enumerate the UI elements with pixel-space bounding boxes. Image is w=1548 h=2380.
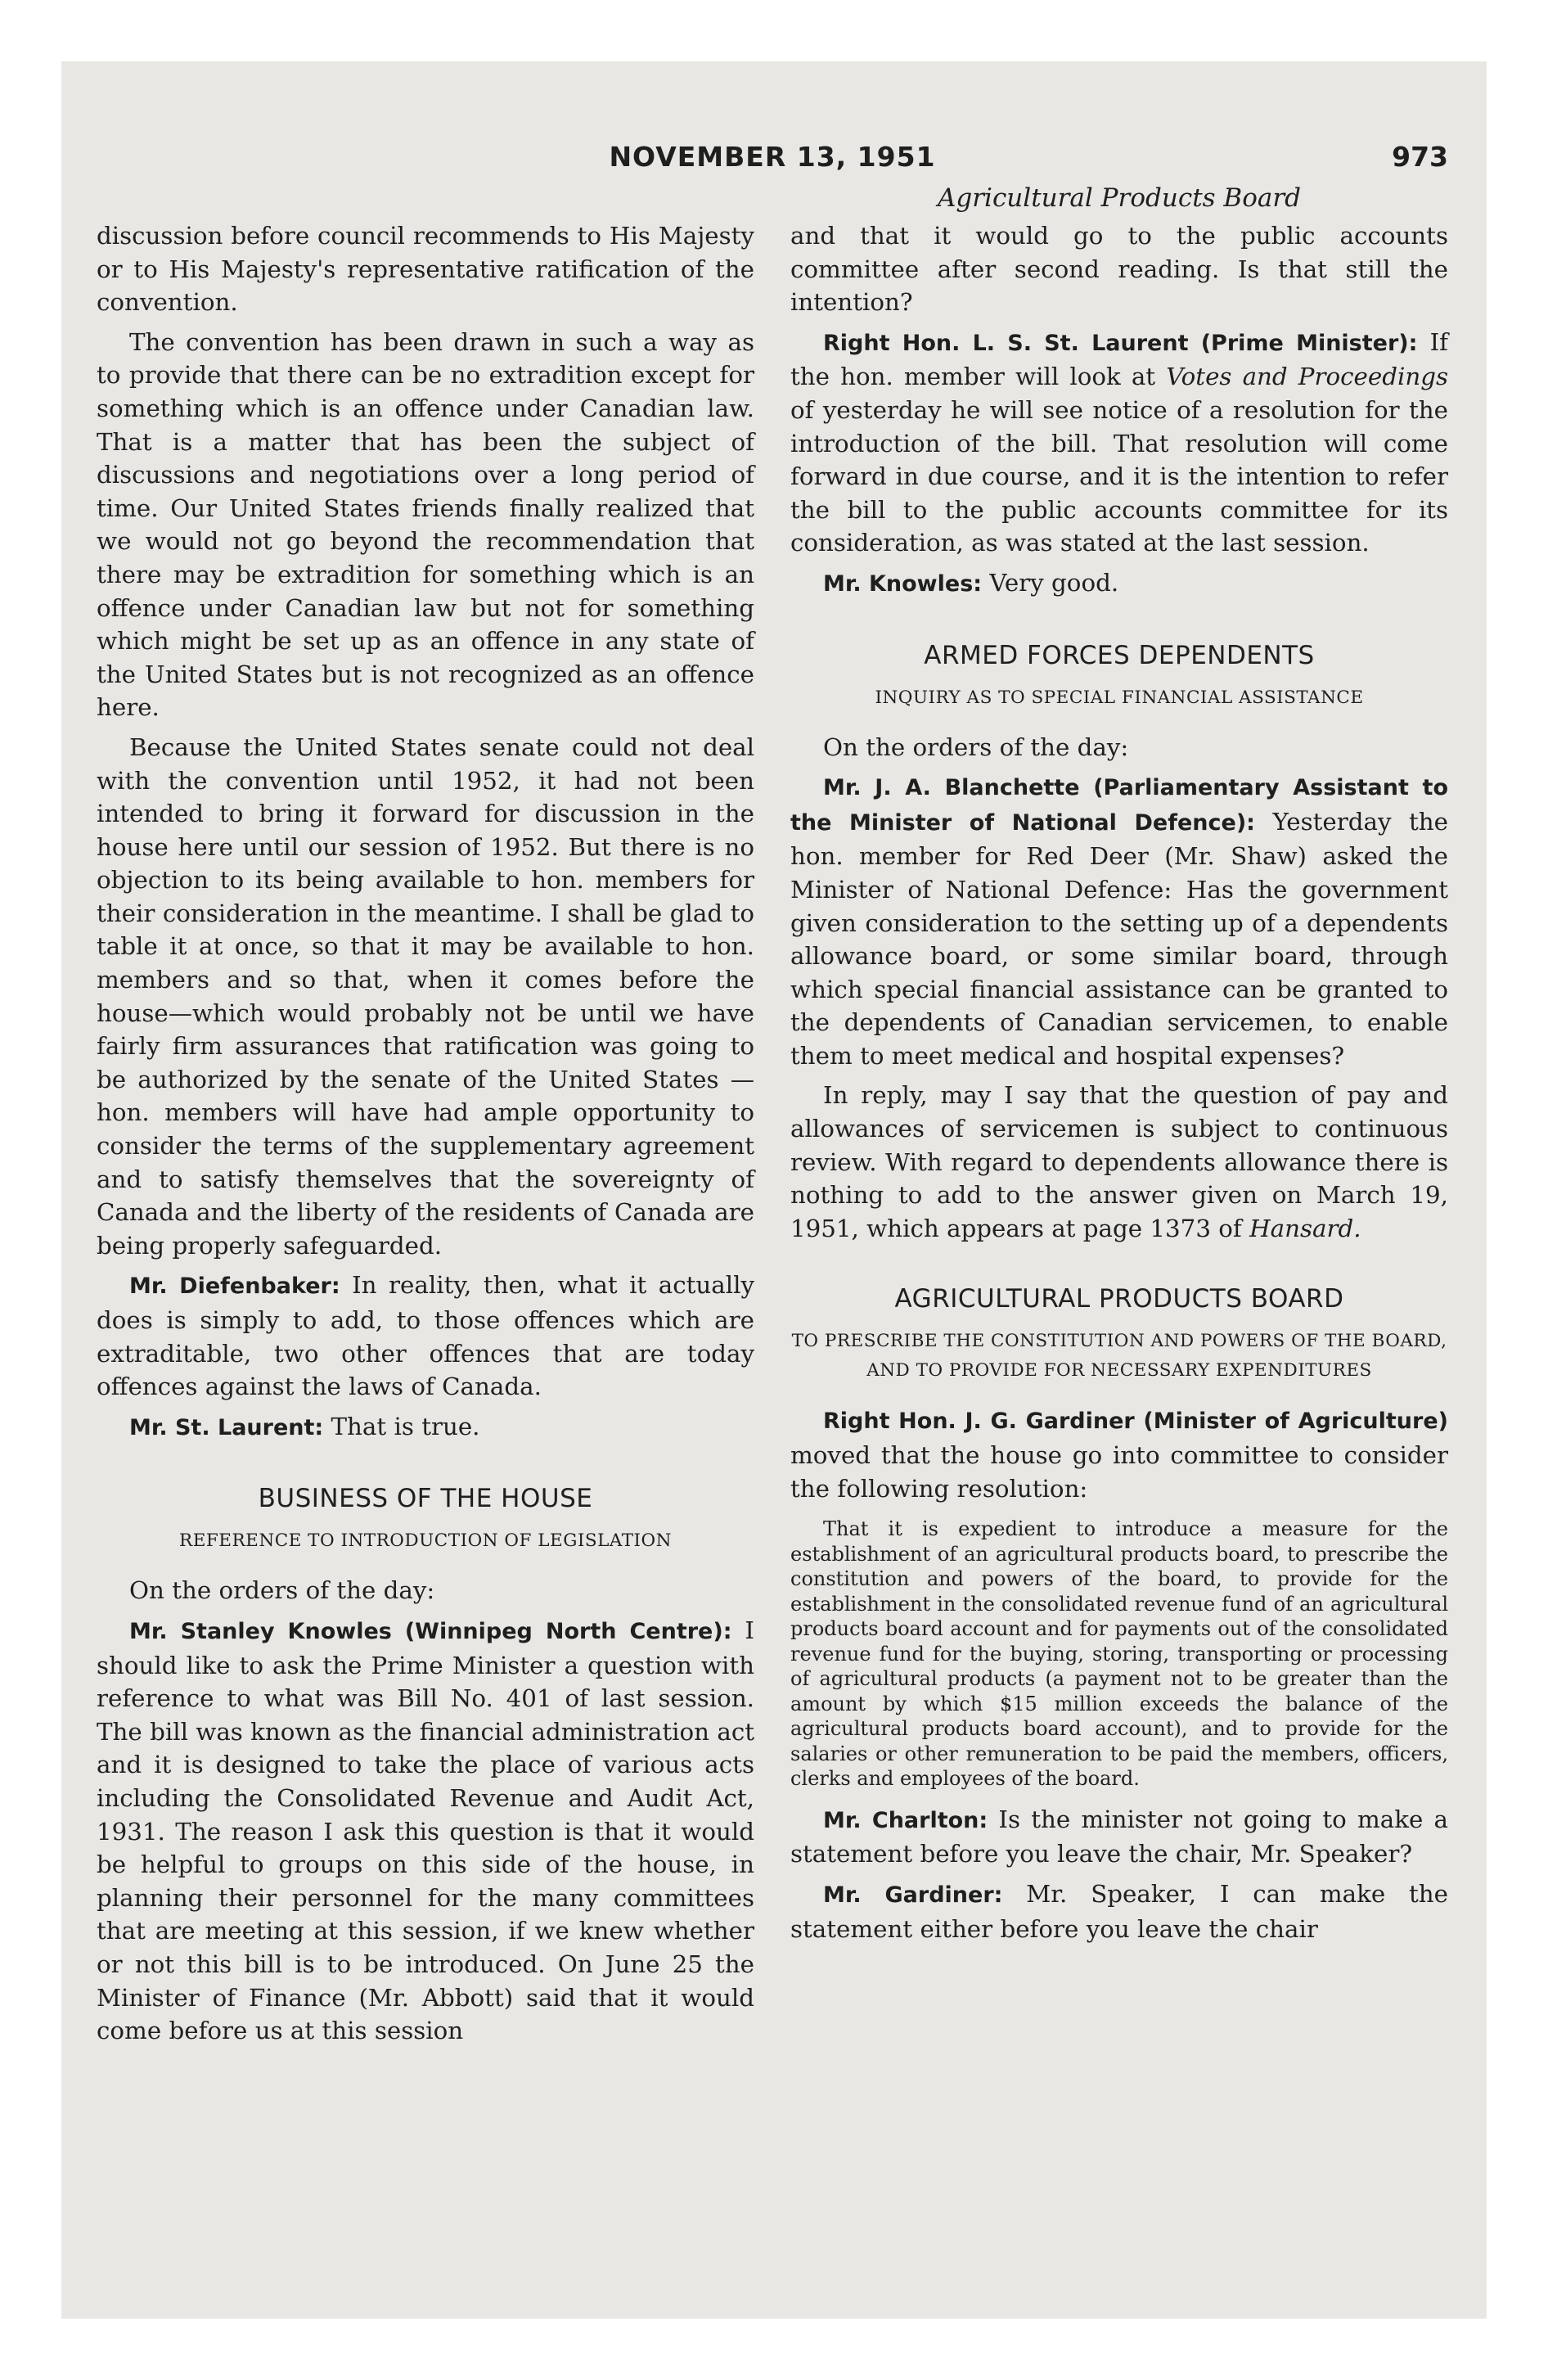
section-subheading: REFERENCE TO INTRODUCTION OF LEGISLATION — [179, 1530, 672, 1552]
speaker-name: Mr. St. Laurent: — [129, 1414, 324, 1440]
speech-text: Mr. Speaker, I can make the statement either before you leave the chair — [790, 1879, 1448, 1943]
speaker-name: Mr. J. A. Blanchette (Parliamentary Assistant to the Minister of National Defence): — [790, 775, 1448, 836]
speaker-name: Mr. Gardiner: — [823, 1882, 1003, 1908]
left-column — [97, 219, 754, 2048]
speech-text: moved that the house go into committee to consider the following resolution: — [790, 1441, 1448, 1503]
header-date: NOVEMBER 13, 1951 — [609, 141, 936, 173]
paragraph — [790, 1877, 1448, 1945]
speech-text: I should like to ask the Prime Minister a question with reference to what was Bill No. 401 of last session. The bill was known as the financial administration act and it is designed to take the place of various acts including the Consolidated Revenue and Audit Act, 1931. The reason I ask this question is that it would be helpful to groups on this side of the house, in planning their personnel for the many committees that are meeting at this session, if we knew whether or not this bill is to be introduced. On June 25 the Minister of Finance (Mr. Abbott) said that it would come before us at this session — [97, 1616, 754, 2045]
speaker-name: Right Hon. L. S. St. Laurent (Prime Minister): — [823, 330, 1418, 356]
speech-text: Is the minister not going to make a statement before you leave the chair, Mr. Speaker? — [790, 1805, 1448, 1868]
paragraph — [790, 1803, 1448, 1871]
speech-text: In reality, then, what it actually does is simply to add, to those offences which are extraditable, two other offences that are today offences against the laws of Canada. — [97, 1271, 755, 1401]
paragraph: discussion before council recommends to His Majesty or to His Majesty's representative ratification of the convention. — [97, 222, 754, 317]
paragraph: The convention has been drawn in such a way as to provide that there can be no extradition except for something which is an offence under Canadian law. That is a matter that has been the subject of discussions and negotiations over a long period of time. Our United States friends finally realized that we would not go beyond the recommendation that there may be extradition for something which is an offence under Canadian law but not for something which might be set up as an offence in any state of the United States but is not recognized as an offence here. — [97, 327, 754, 722]
right-column — [790, 219, 1448, 1945]
speech-text: of yesterday he will see notice of a resolution for the introduction of the bill. That resolution will come forward in due course, and it is the intention to refer the bill to the public accounts committee for its consideration, as was stated at the last session. — [790, 395, 1448, 557]
speech-text: That is true. — [323, 1412, 480, 1440]
speech-text: Very good. — [982, 568, 1119, 597]
speaker-name: Mr. Diefenbaker: — [129, 1273, 340, 1300]
italic-title: Votes and Proceedings — [1166, 363, 1448, 391]
speech-text: Yesterday the hon. member for Red Deer (Mr. Shaw) asked the Minister of National Defence: Has the government given consideration to the setting up of a dependents allowance board, or some similar board, through which special financial assistance can be granted to the dependents of Canadian servicemen, to enable them to meet medical and hospital expenses? — [790, 807, 1448, 1070]
paragraph — [97, 1410, 754, 1445]
speaker-name: Mr. Charlton: — [823, 1807, 988, 1833]
page-header — [97, 141, 1448, 180]
paragraph — [97, 1614, 754, 2048]
paragraph: On the orders of the day: — [129, 1576, 435, 1605]
paragraph: Because the United States senate could not deal with the convention until 1952, it had not been intended to bring it forward for discussion in the house here until our session of 1952. But there is no objection to its being available to hon. members for their consideration in the meantime. I shall be glad to table it at once, so that it may be available to hon. members and so that, when it comes before the house—which would probably not be until we have fairly firm assurances that ratification was going to be authorized by the senate of the United States —hon. members will have had ample opportunity to consider the terms of the supplementary agreement and to satisfy themselves that the sovereignty of Canada and the liberty of the residents of Canada are being properly safeguarded. — [97, 732, 754, 1260]
speech-text: If the hon. member will look at — [790, 327, 1449, 391]
speaker-name: Right Hon. J. G. Gardiner (Minister of Agriculture) — [823, 1409, 1448, 1435]
page-number: 973 — [1392, 141, 1448, 173]
resolution-text: That it is expedient to introduce a measure for the establishment of an agricultural products board, to prescribe the constitution and powers of the board, to provide for the establishment in the consolidated revenue fund of an agricultural products board account and for payments out of the consolidated revenue fund for the buying, storing, transporting or processing of agricultural products (a payment not to be greater than the amount by which $15 million exceeds the balance of the agricultural products board account), and to provide for the salaries or other remuneration to be paid the members, officers, clerks and employees of the board. — [790, 1517, 1448, 1791]
paragraph: On the orders of the day: — [823, 732, 1129, 761]
paragraph — [790, 1404, 1448, 1505]
speaker-name: Mr. Knowles: — [823, 570, 983, 597]
paragraph — [790, 566, 1448, 602]
speaker-name: Mr. Stanley Knowles (Winnipeg North Centre): — [129, 1618, 732, 1644]
paragraph — [790, 1079, 1448, 1245]
section-heading: BUSINESS OF THE HOUSE — [258, 1484, 593, 1514]
italic-title: Hansard. — [1249, 1214, 1361, 1242]
section-subheading: TO PRESCRIBE THE CONSTITUTION AND POWERS OF THE BOARD, AND TO PROVIDE FOR NECESSARY EXPENDITURES — [791, 1331, 1447, 1382]
section-subheading: INQUIRY AS TO SPECIAL FINANCIAL ASSISTANCE — [875, 687, 1364, 708]
section-heading: ARMED FORCES DEPENDENTS — [924, 640, 1315, 670]
section-heading: AGRICULTURAL PRODUCTS BOARD — [894, 1284, 1344, 1314]
paragraph: and that it would go to the public accounts committee after second reading. Is that still the intention? — [790, 222, 1448, 317]
running-title: Agricultural Products Board — [937, 183, 1302, 213]
paragraph — [790, 770, 1448, 1072]
paragraph — [790, 326, 1448, 560]
speech-text: In reply, may I say that the question of pay and allowances of servicemen is subject to continuous review. With regard to dependents allowance there is nothing to add to the answer given on March 19, 1951, which appears at page 1373 of — [790, 1081, 1448, 1242]
paragraph — [97, 1269, 754, 1403]
